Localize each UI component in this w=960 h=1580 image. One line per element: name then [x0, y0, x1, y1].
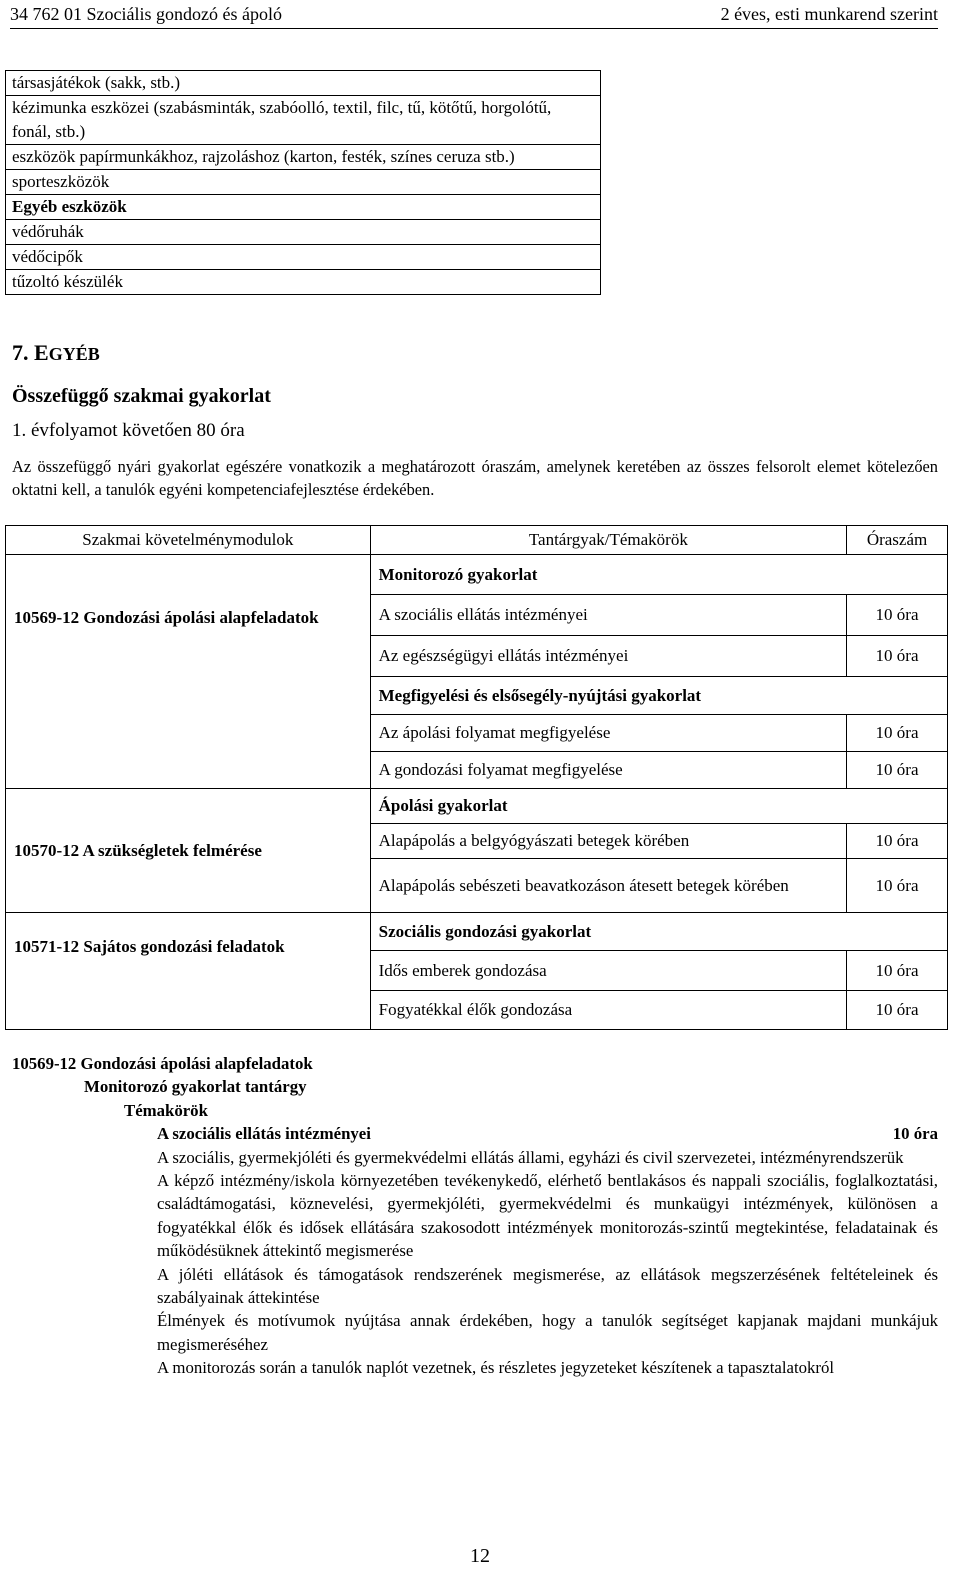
detail-topics-label: Témakörök: [124, 1100, 208, 1120]
subject-cell: Ápolási gyakorlat: [370, 789, 947, 824]
hours-cell: 10 óra: [847, 824, 948, 859]
hours-cell: 10 óra: [847, 991, 948, 1030]
table-row: [6, 71, 601, 96]
module-cell: 10571-12 Sajátos gondozási feladatok: [6, 913, 371, 1030]
topic-cell: A gondozási folyamat megfigyelése: [370, 752, 846, 789]
equipment-item: kézimunka eszközei (szabásminták, szabóolló, textil, filc, tű, kötőtű, horgolótű, fonál, stb.): [6, 96, 601, 145]
detail-paragraph: A képző intézmény/iskola környezetében tevékenykedő, elérhető bentlakásos és nappali szociális, foglalkoztatási, családtámogatási, köznevelési, gyermekjóléti, gyermekvédelmi és munkaügyi intézmények, különösen a fogyatékkal élők és idősek ellátására szakosodott intézmények monitorozás-szintű megtekintése, feladatainak és működésüknek áttekintő megismerése: [157, 1171, 938, 1261]
detail-paragraph: Élmények és motívumok nyújtása annak érdekében, hogy a tanulók segítséget kapjanak majdani munkájuk megismeréséhez: [157, 1311, 938, 1354]
section-title-lead: 7. E: [12, 340, 49, 365]
subject-cell: Monitorozó gyakorlat: [370, 555, 947, 595]
equipment-item: eszközök papírmunkákhoz, rajzoláshoz (karton, festék, színes ceruza stb.): [6, 145, 601, 170]
topic-cell: Alapápolás sebészeti beavatkozáson átesett betegek körében: [370, 859, 846, 913]
table-row: [6, 245, 601, 270]
equipment-item: sporteszközök: [6, 170, 601, 195]
module-cell: 10570-12 A szükségletek felmérése: [6, 789, 371, 913]
requirements-table: [5, 525, 948, 1030]
section-title: [12, 340, 100, 366]
equipment-table: [5, 70, 601, 295]
detail-paragraph: A szociális, gyermekjóléti és gyermekvédelmi ellátás állami, egyházi és civil szervezetei, intézményrendszerük: [157, 1147, 904, 1167]
column-header: Óraszám: [847, 526, 948, 555]
topic-cell: Idős emberek gondozása: [370, 951, 846, 991]
page-number: 12: [470, 1545, 490, 1567]
table-row: [6, 170, 601, 195]
subject-cell: Szociális gondozási gyakorlat: [370, 913, 947, 951]
table-row: [6, 96, 601, 145]
hours-cell: 10 óra: [847, 595, 948, 636]
detail-paragraph: A jóléti ellátások és támogatások rendszerének megismerése, az ellátások megszerzésének feltételeinek és szabályainak áttekintése: [157, 1264, 938, 1308]
section-title-rest: GYÉB: [48, 344, 100, 364]
hours-cell: 10 óra: [847, 859, 948, 913]
detail-topic-heading: [157, 1122, 938, 1145]
column-header: Szakmai követelménymodulok: [6, 526, 371, 555]
detail-topic-title: A szociális ellátás intézményei: [157, 1124, 371, 1144]
topic-cell: Alapápolás a belgyógyászati betegek körében: [370, 824, 846, 859]
equipment-group-label: Egyéb eszközök: [6, 195, 601, 220]
topic-details: [12, 1052, 938, 1380]
table-header-row: [6, 526, 948, 555]
topic-cell: Az egészségügyi ellátás intézményei: [370, 636, 846, 677]
detail-paragraph: A monitorozás során a tanulók naplót vezetnek, és részletes jegyzeteket készítenek a tapasztalatokról: [157, 1358, 835, 1378]
equipment-item: védőruhák: [6, 220, 601, 245]
equipment-item: társasjátékok (sakk, stb.): [6, 71, 601, 96]
module-cell: 10569-12 Gondozási ápolási alapfeladatok: [6, 555, 371, 789]
table-row: [6, 555, 948, 595]
hours-cell: 10 óra: [847, 636, 948, 677]
header-left: 34 762 01 Szociális gondozó és ápoló: [10, 3, 282, 24]
detail-subject-title: Monitorozó gyakorlat tantárgy: [84, 1077, 307, 1097]
hours-cell: 10 óra: [847, 752, 948, 789]
table-row: [6, 913, 948, 951]
detail-topic-hours: 10 óra: [892, 1124, 938, 1144]
hours-cell: 10 óra: [847, 951, 948, 991]
subsection-title: Összefüggő szakmai gyakorlat: [12, 385, 271, 407]
table-row: [6, 270, 601, 295]
detail-module-title: 10569-12 Gondozási ápolási alapfeladatok: [12, 1054, 313, 1073]
intro-paragraph: Az összefüggő nyári gyakorlat egészére vonatkozik a meghatározott óraszám, amelynek keretében az összes felsorolt elemet kötelezően oktatni kell, a tanulók egyéni kompetenciafejlesztése érdekében.: [12, 457, 938, 499]
topic-cell: A szociális ellátás intézményei: [370, 595, 846, 636]
table-row: [6, 195, 601, 220]
column-header: Tantárgyak/Témakörök: [370, 526, 846, 555]
detail-body: [12, 1122, 938, 1379]
table-row: [6, 789, 948, 824]
equipment-item: tűzoltó készülék: [6, 270, 601, 295]
subject-cell: Megfigyelési és elsősegély-nyújtási gyakorlat: [370, 677, 947, 715]
table-row: [6, 220, 601, 245]
hours-cell: 10 óra: [847, 715, 948, 752]
topic-cell: Az ápolási folyamat megfigyelése: [370, 715, 846, 752]
page-header: [10, 0, 938, 29]
equipment-item: védőcipők: [6, 245, 601, 270]
header-right: 2 éves, esti munkarend szerint: [720, 3, 938, 24]
table-row: [6, 145, 601, 170]
topic-cell: Fogyatékkal élők gondozása: [370, 991, 846, 1030]
subsection-hours: 1. évfolyamot követően 80 óra: [12, 420, 245, 441]
